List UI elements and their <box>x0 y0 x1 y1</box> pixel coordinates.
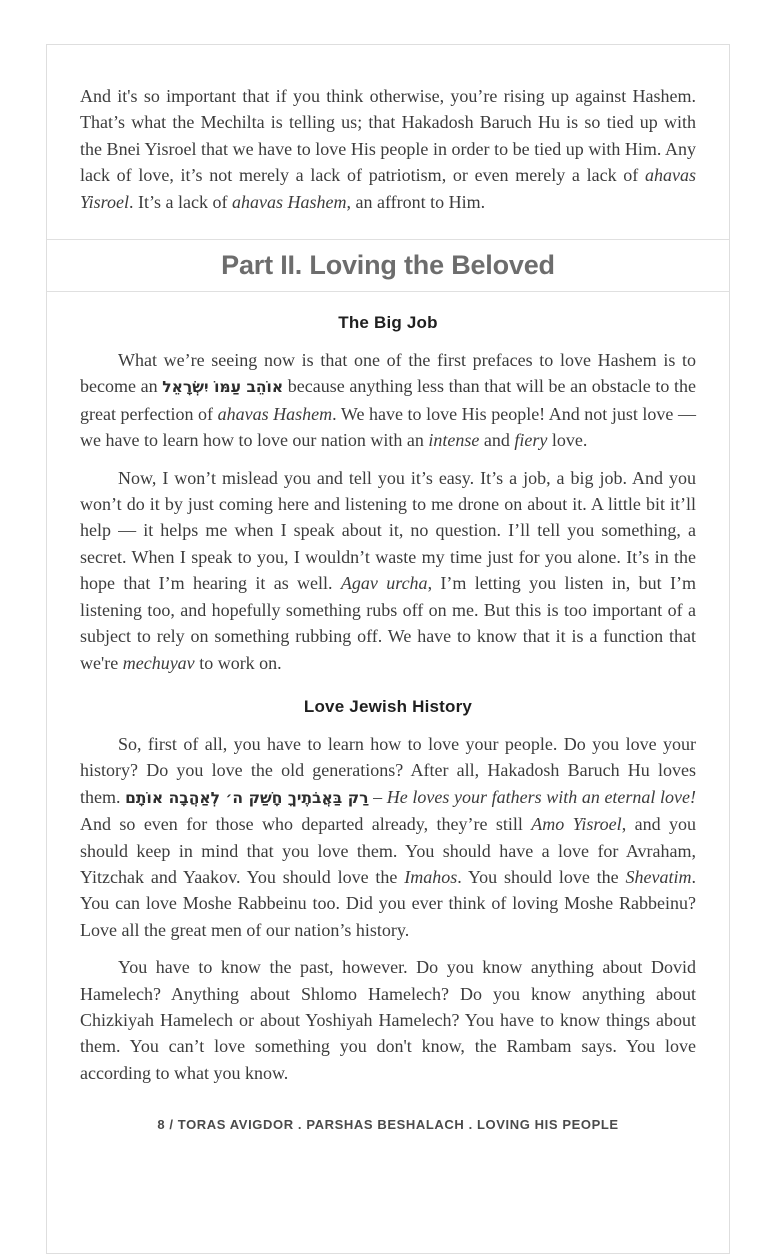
page-footer: 8 / TORAS AVIGDOR . PARSHAS BESHALACH . LOVING HIS PEOPLE <box>157 1117 619 1132</box>
paragraph-intro <box>80 83 696 215</box>
hebrew-phrase: אוֹהֵב עַמּוֹ יִשְׂרָאֵל <box>162 378 284 397</box>
text-segment: And so even for those who departed already, they’re still <box>80 814 532 835</box>
text-segment: You have to know the past, however. Do you know anything about Dovid Hamelech? Anything about Shlomo Hamelech? Do you know anything about Chizkiyah Hamelech or about Yoshiyah Hamelech? You have to know things about them. You can’t love something you don't know, the Rambam says. You love according to what you know. <box>80 957 696 1083</box>
text-segment: fiery <box>514 430 548 451</box>
text-segment: love. <box>547 430 588 451</box>
document-page <box>46 44 730 1254</box>
part-title: Part II. Loving the Beloved <box>221 250 555 281</box>
text-segment: , and you should keep in mind that you love them. You should have a love for Avraham, Yitzchak and Yaakov. You should love the <box>80 814 696 887</box>
text-segment: Shevatim <box>625 866 692 887</box>
text-segment: ahavas Hashem <box>231 191 347 212</box>
text-segment: , I’m letting you listen in, but I’m listening too, and hopefully something rubs off on me. But this is too important of a subject to rely on something rubbing off. We have to know that it is a function that we're <box>80 573 696 673</box>
text-segment: Now, I won’t mislead you and tell you it’s easy. It’s a job, a big job. And you won’t do it by just coming here and listening to me drone on about it. A little bit it’ll help — it helps me when I speak about it, no question. I’ll tell you something, a secret. When I speak to you, I wouldn’t waste my time just for you alone. It’s in the hope that I’m hearing it as well. <box>80 467 696 594</box>
paragraph <box>80 954 696 1086</box>
text-segment: because anything less than that will be an obstacle to the great perfection of <box>80 376 696 424</box>
text-segment: He loves your fathers with an eternal love! <box>386 786 697 807</box>
text-segment: intense <box>428 430 480 451</box>
paragraph <box>80 465 696 676</box>
text-segment: ahavas Hashem <box>217 403 333 424</box>
text-segment: Amo Yisroel <box>531 814 622 835</box>
text-segment: Imahos <box>404 866 458 887</box>
text-segment: – <box>368 786 387 807</box>
text-segment: mechuyav <box>122 652 195 673</box>
text-segment: . You should love the <box>457 866 626 887</box>
paragraph <box>80 347 696 454</box>
paragraph <box>80 731 696 943</box>
text-segment: So, first of all, you have to learn how to love your people. Do you love your history? Do you love the old generations? After all, Hakadosh Baruch Hu loves them. <box>80 733 696 807</box>
text-segment: , an affront to Him. <box>346 191 486 212</box>
text-segment: . You can love Moshe Rabbeinu too. Did you ever think of loving Moshe Rabbeinu? Love all the great men of our nation’s history. <box>80 866 697 940</box>
text-segment: to work on. <box>194 652 282 673</box>
text-segment: And it's so important that if you think otherwise, you’re rising up against Hashem. That’s what the Mechilta is telling us; that Hakadosh Baruch Hu is so tied up with the Bnei Yisroel that we have to love His people in order to be tied up with Him. Any lack of love, it’s not merely a lack of patriotism, or even merely a lack of <box>80 86 696 186</box>
text-segment: and <box>479 430 515 451</box>
text-segment: . We have to love His people! And not just love — we have to learn how to love our nation with an <box>80 403 696 451</box>
text-segment: ahavas Yisroel <box>80 165 696 212</box>
text-segment: What we’re seeing now is that one of the first prefaces to love Hashem is to become an <box>80 350 696 397</box>
part-title-band <box>47 239 729 292</box>
text-segment: Agav urcha <box>340 573 428 594</box>
page-content <box>47 45 729 1086</box>
section-heading-love-jewish-history: Love Jewish History <box>303 696 473 716</box>
hebrew-phrase: רַק בַּאֲבֹתֶיךָ חָשַׁק ה׳ לְאַהֲבָה אוֹתָם <box>125 788 369 807</box>
section-heading-the-big-job: The Big Job <box>338 313 438 333</box>
text-segment: . It’s a lack of <box>129 191 232 212</box>
